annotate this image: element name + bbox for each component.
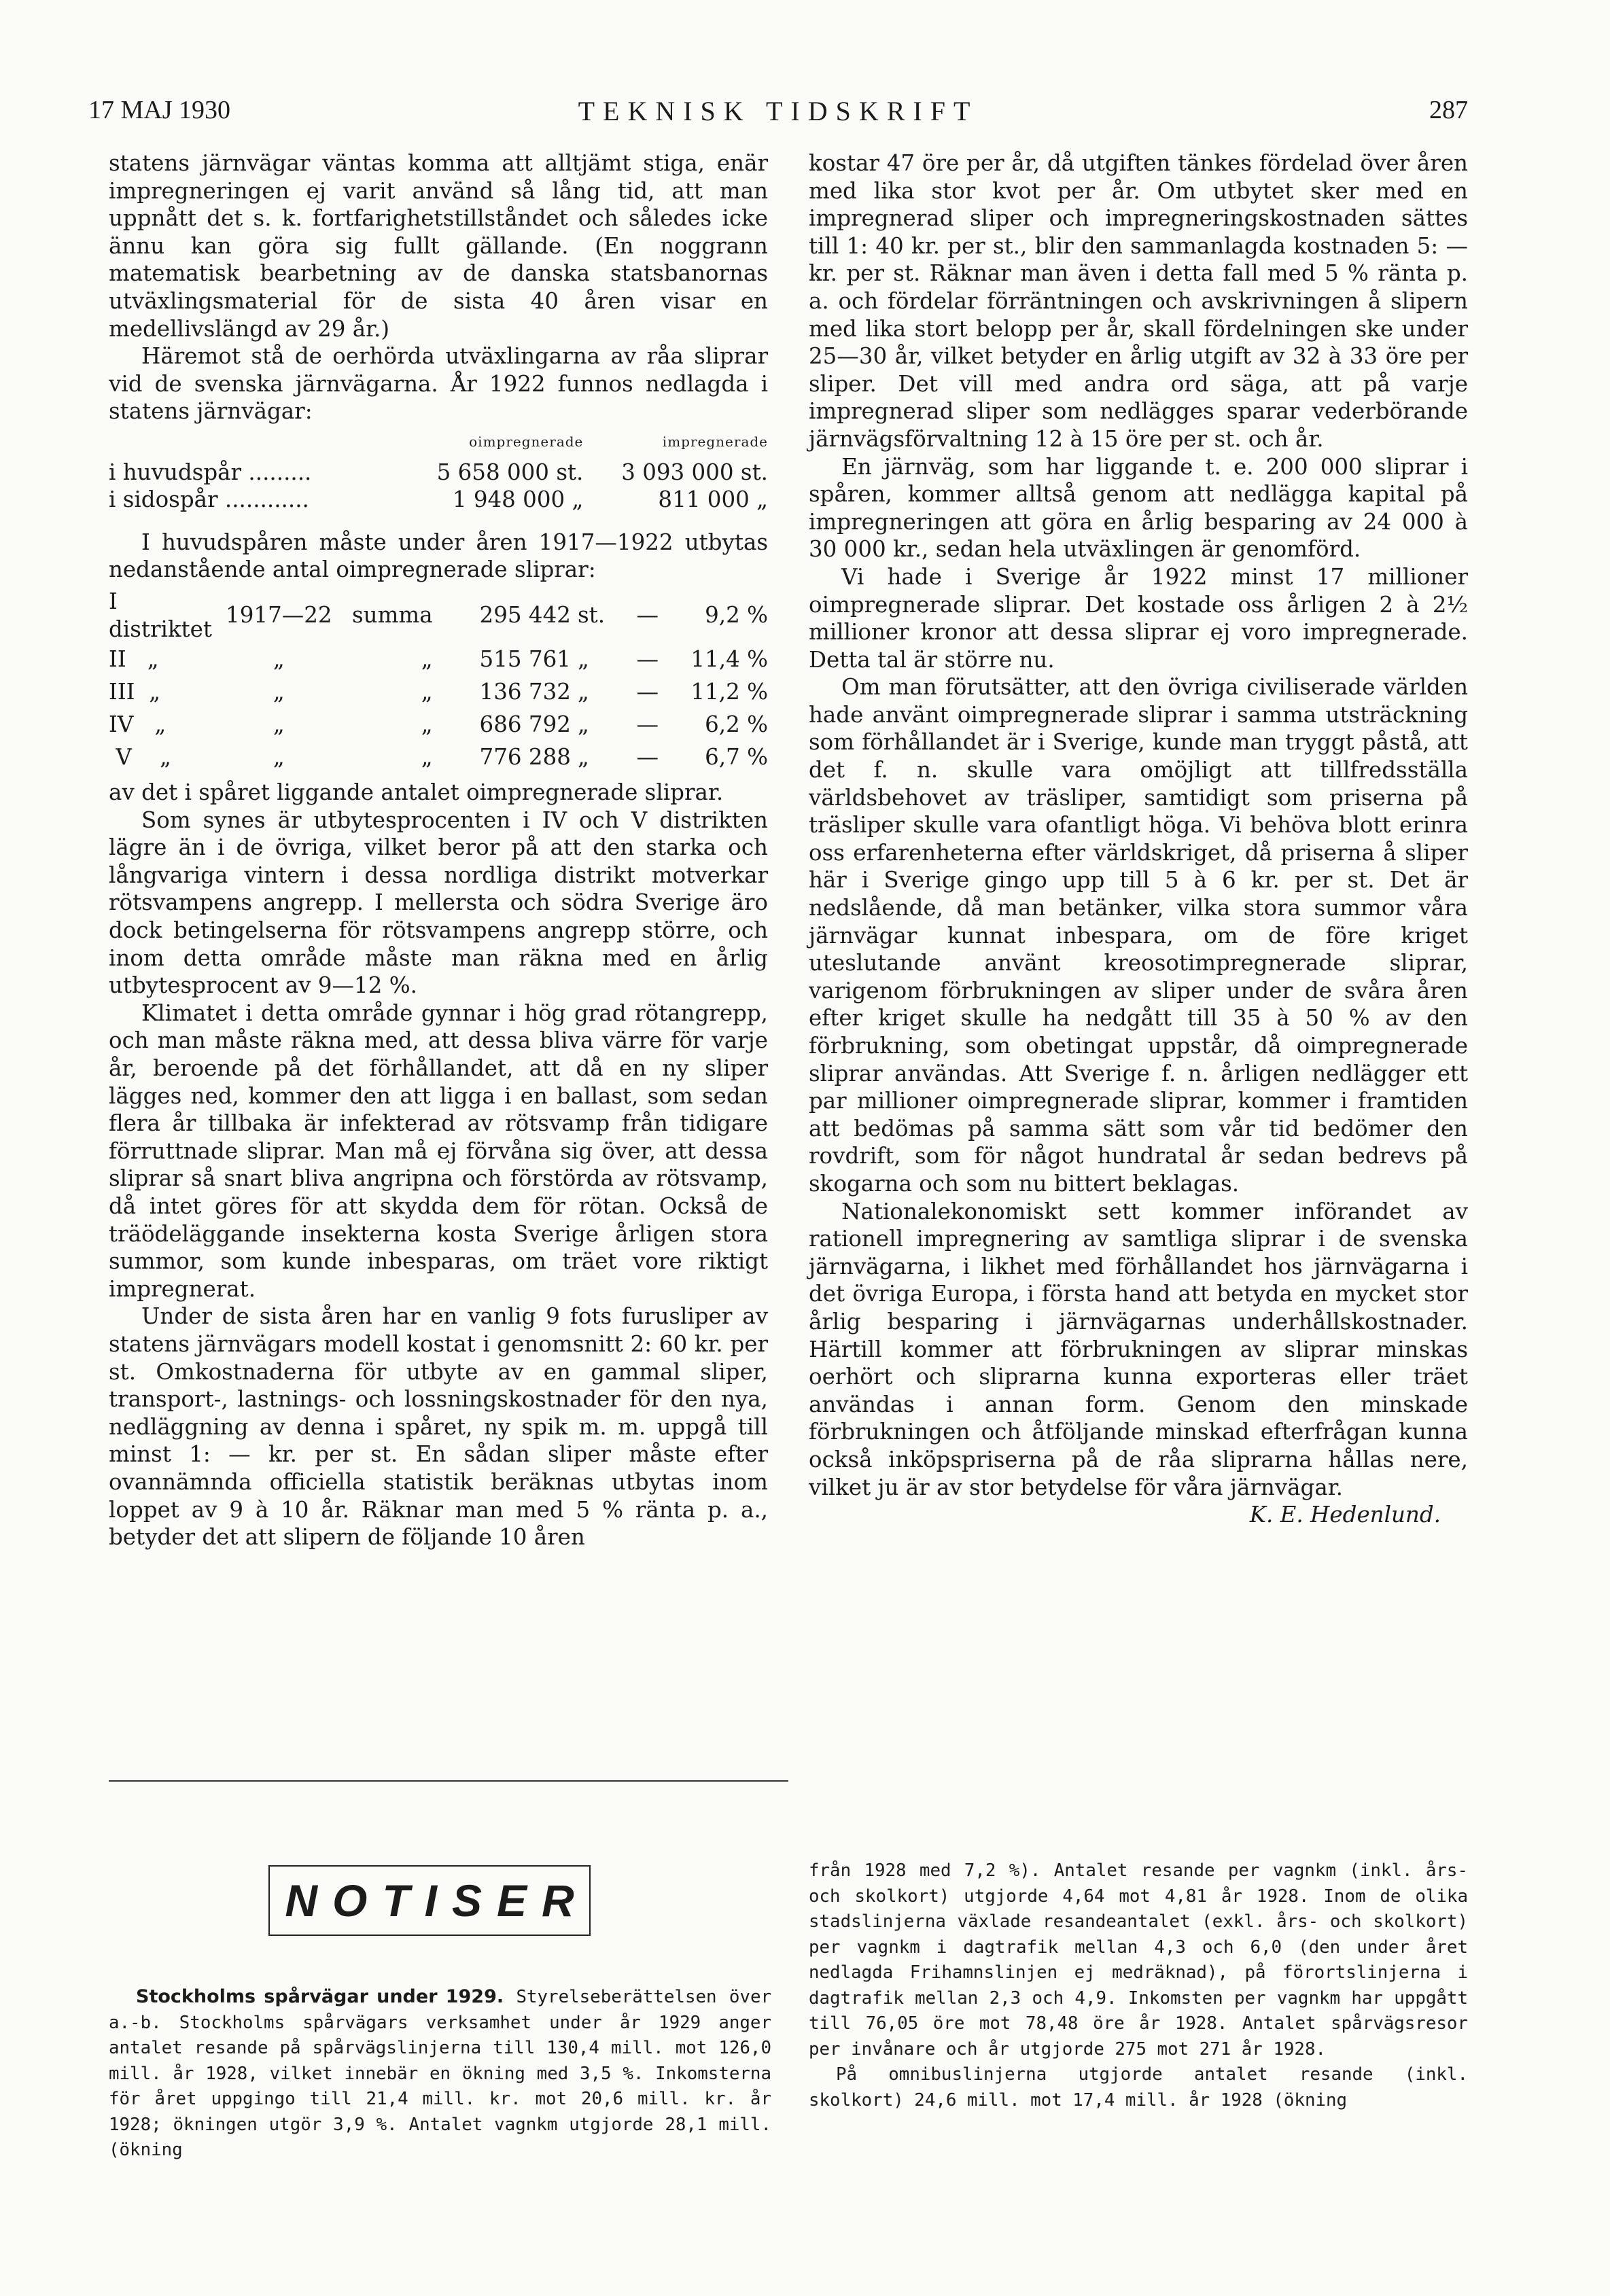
- sleepers-laid-table: [109, 428, 768, 514]
- value-cell: 136 732: [479, 678, 571, 705]
- dash-cell: —: [636, 646, 659, 672]
- unit-cell: „: [577, 711, 589, 737]
- value-cell: 515 761: [479, 646, 571, 672]
- notice-paragraph: från 1928 med 7,2 %). Antalet resande per vagnkm (inkl. års- och skolkort) utgjorde 4,64 mot 4,81 år 1928. Inom de olika stadslinjerna växlade resandeantalet (exkl. års- och skolkort) per vagnkm i dagtrafik mellan 4,3 och 6,0 (den under året nedlagda Frihamnslinjen ej medräknad), på förortslinjerna i dagtrafik mellan 2,3 och 4,9. Inkomsten per vagnkm har uppgått till 76,05 öre mot 78,48 öre år 1928. Antalet spårvägsresor per invånare och år utgjorde 275 mot 271 år 1928.: [809, 1860, 1468, 2060]
- page-number: 287: [1429, 96, 1468, 124]
- cell-value: 5 658 000 st.: [436, 459, 584, 485]
- percent-cell: 11,2 %: [690, 678, 768, 705]
- paragraph: Vi hade i Sverige år 1922 minst 17 millioner oimpregnerade sliprar. Det kostade oss årligen 2 à 2½ millioner kronor att dessa sliprar ej voro impregnerade. Detta tal är större nu.: [809, 563, 1468, 673]
- row-label: i sidospår ............: [109, 487, 309, 513]
- percent-cell: 11,4 %: [690, 646, 768, 672]
- table-row: [109, 675, 768, 708]
- notiser-heading-box: [268, 1865, 591, 1936]
- table-header-row: [109, 428, 768, 459]
- percent-cell: 6,2 %: [705, 711, 768, 737]
- sum-cell: „: [421, 678, 433, 705]
- district-cell: V „: [116, 743, 171, 770]
- left-column: [109, 149, 768, 1551]
- table-row: [109, 459, 768, 487]
- journal-title: TEKNISK TIDSKRIFT: [578, 96, 979, 126]
- paragraph: statens järnvägar väntas komma att alltjämt stiga, enär impregneringen ej varit använd så lång tid, att man uppnått det s. k. fortfarighetstillståndet och således icke ännu kan göra sig fullt gällande. (En noggrann matematisk bearbetning av de danska statsbanornas utväxlingsmaterial för de sista 40 åren visar en medellivslängd av 29 år.): [109, 150, 768, 342]
- paragraph: kostar 47 öre per år, då utgiften tänkes fördelad över åren med lika stor kvot per år. Om utbytet sker med en impregnerad sliper och impregneringskostnaden sättes till 1: 40 kr. per st., blir den sammanlagda kostnaden 5: — kr. per st. Räknar man även i detta fall med 5 % ränta p. a. och fördelar förräntningen och avskrivningen å slipern med lika stort belopp per år, skall fördelningen ske under 25—30 år, vilket betyder en årlig utgift av 32 à 33 öre per sliper. Det vill med andra ord säga, att på varje impregnerad sliper som nedlägges sparar vederbörande järnvägsförvaltning 12 à 15 öre per st. och år.: [809, 150, 1468, 452]
- row-label: i huvudspår .........: [109, 459, 312, 485]
- paragraph: En järnväg, som har liggande t. e. 200 000 sliprar i spåren, kommer alltså genom att nedlägga kapital på impregneringen att göra en årlig besparing av 24 000 à 30 000 kr., sedan hela utväxlingen är genomförd.: [809, 453, 1468, 563]
- notice-paragraph: På omnibuslinjerna utgjorde antalet resande (inkl. skolkort) 24,6 mill. mot 17,4 mill. år 1928 (ökning: [809, 2064, 1468, 2110]
- right-column: [809, 149, 1468, 1529]
- paragraph: Som synes är utbytesprocenten i IV och V distrikten lägre än i de övriga, vilket beror på att den starka och långvariga vintern i dessa nordliga distrikt motverkar rötsvampens angrepp. I mellersta och södra Sverige äro dock betingelserna för rötsvampens angrepp större, och inom detta område måste man räkna med en årlig utbytesprocent av 9—12 %.: [109, 807, 768, 999]
- column-header: impregnerade: [662, 433, 768, 450]
- cell-value: 1 948 000 „: [452, 487, 584, 513]
- page-header: [88, 88, 1468, 136]
- district-cell: IV „: [109, 711, 167, 737]
- unit-cell: „: [577, 743, 589, 770]
- notice-headline: Stockholms spårvägar under 1929.: [136, 1986, 504, 2007]
- value-cell: 776 288: [479, 743, 571, 770]
- sum-cell: „: [421, 646, 433, 672]
- value-cell: 686 792: [479, 711, 571, 737]
- table-row: [109, 708, 768, 741]
- paragraph: Om man förutsätter, att den övriga civiliserade världen hade använt oimpregnerade sliprar i samma utsträckning som förhållandet är i Sverige, kunde man tryggt påstå, att det f. n. skulle vara omöjligt att tillfredsställa världsbehovet av träsliper, samtidigt som priserna på träsliper skulle vara ofantligt höga. Vi behöva blott erinra oss erfarenheterna efter världskriget, då priserna å sliper här i Sverige gingo upp till 5 à 6 kr. per st. Det är nedslående, då man betänker, vilka stora summor våra järnvägar kunnat inbespara, om de före kriget uteslutande använt kreosotimpregnerade sliprar, varigenom förbrukningen av sliper under de svåra åren efter kriget skulle ha nedgått till 35 à 50 % av den förbrukning, som obetingat uppstår, då oimpregnerade sliprar användas. Att Sverige f. n. årligen nedlägger ett par millioner oimpregnerade sliprar, kommer i framtiden att bedömas på samma sätt som vår tid bedömer den rovdrift, som för något hundratal år sedan bedrevs på skogarna och som nu bittert beklagas.: [809, 674, 1468, 1197]
- notiser-left-column: [109, 1984, 771, 2163]
- paragraph: Under de sista åren har en vanlig 9 fots furusliper av statens järnvägars modell kostat i genomsnitt 2: 60 kr. per st. Omkostnaderna för utbyte av en gammal sliper, transport-, lastnings- och lossningskostnader för den nya, nedläggning av denna i spåret, ny spik m. m. uppgå till minst 1: — kr. per st. En sådan sliper måste efter ovannämnda officiella statistik beräknas utbytas inom loppet av 9 à 10 år. Räknar man med 5 % ränta p. a., betyder det att slipern de följande 10 åren: [109, 1303, 768, 1551]
- dash-cell: —: [636, 678, 659, 705]
- period-cell: „: [273, 646, 285, 672]
- cell-value: 3 093 000 st.: [621, 459, 768, 485]
- notiser-title: NOTISER: [285, 1875, 589, 1926]
- paragraph: av det i spåret liggande antalet oimpregnerade sliprar.: [109, 779, 724, 806]
- period-cell: „: [273, 711, 285, 737]
- issue-date: 17 MAJ 1930: [88, 96, 231, 124]
- notice-paragraph: [109, 1984, 771, 2163]
- percent-cell: 6,7 %: [705, 743, 768, 770]
- district-cell: III „: [109, 678, 161, 705]
- author-signature: K. E. Hedenlund.: [1249, 1502, 1441, 1528]
- unit-cell: „: [577, 646, 589, 672]
- dash-cell: —: [636, 602, 659, 629]
- district-cell: I distriktet: [109, 588, 212, 642]
- sum-cell: „: [421, 711, 433, 737]
- period-cell: „: [273, 743, 285, 770]
- period-cell: 1917—22: [226, 602, 332, 629]
- notiser-right-column: [809, 1858, 1468, 2113]
- unit-cell: st.: [577, 602, 606, 629]
- district-replacement-table: [109, 588, 768, 773]
- paragraph: Nationalekonomiskt sett kommer införandet av rationell impregnering av samtliga sliprar i de svenska järnvägarna, i likhet med förhållandet hos järnvägarna i det övriga Europa, i första hand att betyda en mycket stor årlig besparing i järnvägarnas underhållskostnader. Härtill kommer att förbrukningen av sliprar minskas oerhört och sliprarna kunna exporteras eller träet användas i annan form. Genom den minskade förbrukningen och åtföljande minskad efterfrågan kunna också inköpspriserna på de råa sliprarna hållas nere, vilket ju är av stor betydelse för våra järnvägar.: [809, 1198, 1468, 1500]
- district-cell: II „: [109, 646, 159, 672]
- column-header: oimpregnerade: [469, 433, 584, 450]
- paragraph: Häremot stå de oerhörda utväxlingarna av råa sliprar vid de svenska järnvägarna. År 1922 funnos nedlagda i statens järnvägar:: [109, 343, 768, 425]
- table-row: [109, 741, 768, 773]
- paragraph: I huvudspåren måste under åren 1917—1922 utbytas nedanstående antal oimpregnerade sliprar:: [109, 529, 768, 583]
- sum-cell: summa: [352, 602, 433, 629]
- cell-value: 811 000 „: [658, 487, 768, 513]
- section-divider: [109, 1780, 788, 1782]
- notice-text: Styrelseberättelsen över a.-b. Stockholms spårvägars verksamhet under år 1929 anger antalet resande på spårvägslinjerna till 130,4 mill. mot 126,0 mill. år 1928, vilket innebär en ökning med 3,5 %. Inkomsterna för året uppgingo till 21,4 mill. kr. mot 20,6 mill. kr. år 1928; ökningen utgör 3,9 %. Antalet vagnkm utgjorde 28,1 mill. (ökning: [109, 1987, 772, 2160]
- sum-cell: „: [421, 743, 433, 770]
- dash-cell: —: [636, 711, 659, 737]
- table-row: [109, 643, 768, 675]
- period-cell: „: [273, 678, 285, 705]
- percent-cell: 9,2 %: [705, 602, 768, 629]
- table-row: [109, 588, 768, 643]
- paragraph: Klimatet i detta område gynnar i hög grad rötangrepp, och man måste räkna med, att dessa bliva värre för varje år, beroende på det förhållandet, att då en ny sliper lägges ned, kommer den att ligga i en ballast, som sedan flera år tillbaka är infekterad av rötsvamp från tidigare förruttnade sliprar. Man må ej förvåna sig över, att dessa sliprar så snart bliva angripna och förstörda av rötsvamp, då intet göres för att skydda dem för rötan. Också de träödeläggande insekterna kosta Sverige årligen stora summor, som kunde inbesparas, om träet vore riktigt impregnerat.: [109, 1000, 768, 1302]
- dash-cell: —: [636, 743, 659, 770]
- value-cell: 295 442: [479, 602, 571, 629]
- unit-cell: „: [577, 678, 589, 705]
- table-row: [109, 486, 768, 514]
